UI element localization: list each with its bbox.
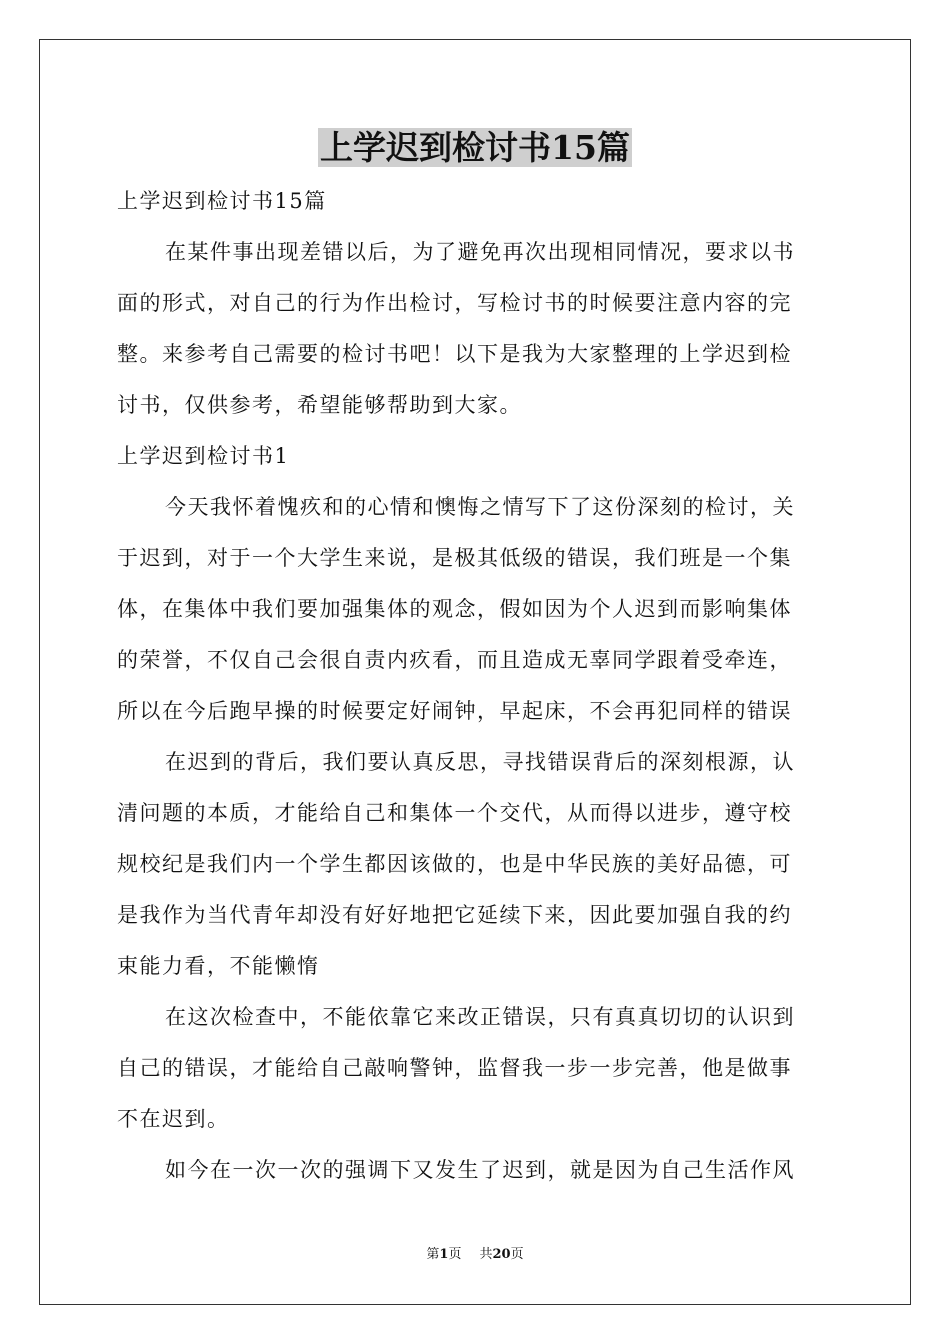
text-line: 讨书，仅供参考，希望能够帮助到大家。 [117,393,522,417]
text-line: 所以在今后跑早操的时候要定好闹钟，早起床，不会再犯同样的错误 [117,699,792,723]
text-line: 规校纪是我们内一个学生都因该做的，也是中华民族的美好品德，可 [117,852,792,876]
text-line: 在这次检查中，不能依靠它来改正错误，只有真真切切的认识到 [165,1005,795,1029]
text-line: 面的形式，对自己的行为作出检讨，写检讨书的时候要注意内容的完 [117,291,792,315]
footer-total-number: 20 [492,1247,511,1262]
text-line: 自己的错误，才能给自己敲响警钟，监督我一步一步完善，他是做事 [117,1056,792,1080]
text-line: 是我作为当代青年却没有好好地把它延续下来，因此要加强自我的约 [117,903,792,927]
footer-total-suffix: 页 [510,1247,524,1262]
page-footer [0,1245,950,1265]
document-body [117,176,833,1196]
text-line: 在某件事出现差错以后，为了避免再次出现相同情况，要求以书 [165,240,795,264]
footer-page-suffix: 页 [448,1247,462,1262]
text-line: 束能力看，不能懒惰 [117,954,320,978]
document-title-text: 上学迟到检讨书15篇 [320,128,630,167]
text-line: 今天我怀着愧疚和的心情和懊悔之情写下了这份深刻的检讨，关 [165,495,795,519]
text-line: 不在迟到。 [117,1107,230,1131]
text-line: 体，在集体中我们要加强集体的观念，假如因为个人迟到而影响集体 [117,597,792,621]
text-line: 的荣誉，不仅自己会很自责内疚看，而且造成无辜同学跟着受牵连， [117,648,792,672]
text-line: 清问题的本质，才能给自己和集体一个交代，从而得以进步，遵守校 [117,801,792,825]
footer-page-prefix: 第 [426,1247,440,1262]
text-line: 于迟到，对于一个大学生来说，是极其低级的错误，我们班是一个集 [117,546,792,570]
footer-total-prefix: 共 [479,1247,493,1262]
text-line: 上学迟到检讨书1 [117,444,290,468]
document-title [0,124,950,172]
text-line: 上学迟到检讨书15篇 [117,189,327,213]
footer-page-number: 1 [439,1247,449,1262]
text-line: 整。来参考自己需要的检讨书吧！以下是我为大家整理的上学迟到检 [117,342,792,366]
text-line: 如今在一次一次的强调下又发生了迟到，就是因为自己生活作风 [165,1158,795,1182]
text-line: 在迟到的背后，我们要认真反思，寻找错误背后的深刻根源，认 [165,750,795,774]
